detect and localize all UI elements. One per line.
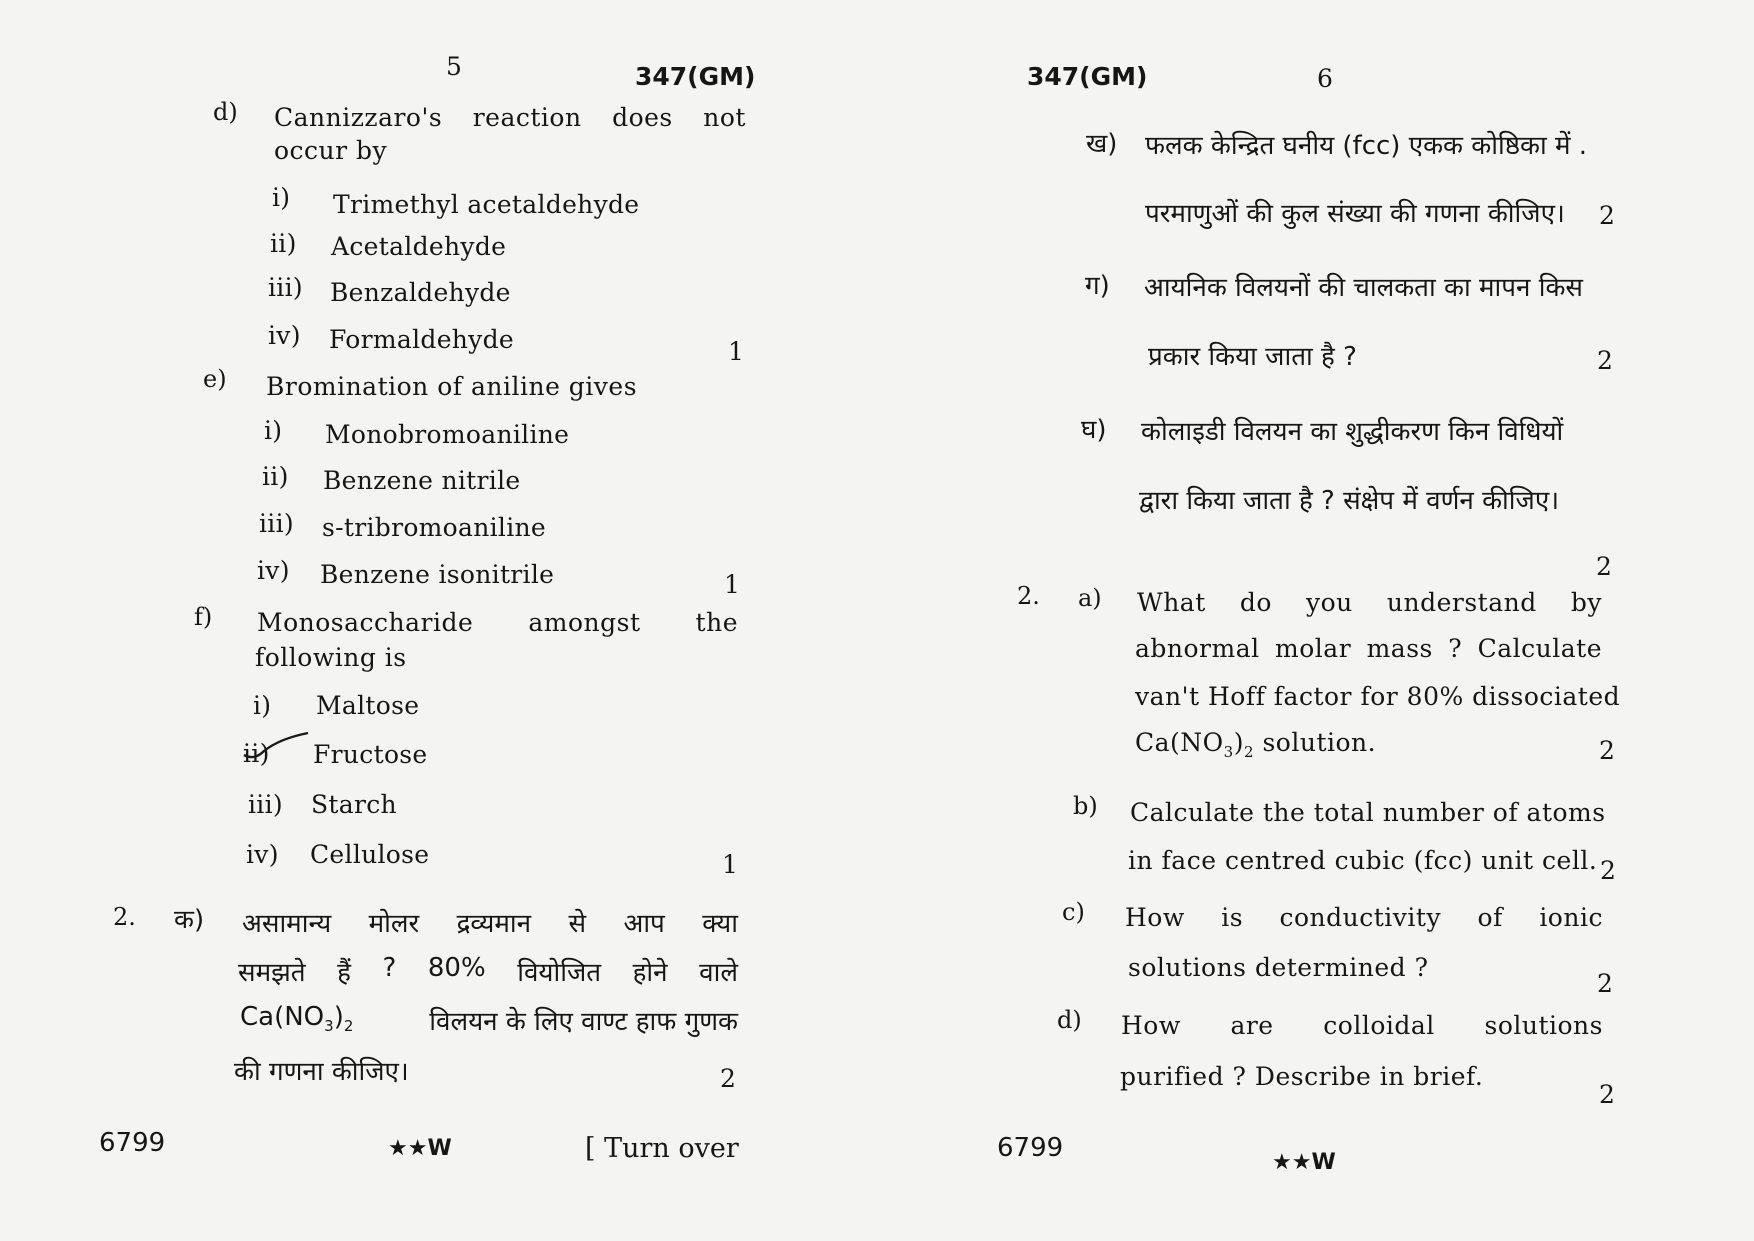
question-text-line1	[242, 904, 738, 940]
question-text-line1: Calculate the total number of atoms	[1130, 798, 1606, 827]
option-text: Starch	[311, 790, 397, 819]
question-text-line1	[1137, 588, 1602, 617]
option-text: Trimethyl acetaldehyde	[333, 190, 640, 219]
word: are	[1230, 1011, 1274, 1040]
word: What	[1137, 588, 1206, 617]
question-label: c)	[1062, 898, 1085, 926]
word: Monosaccharide	[257, 608, 474, 637]
question-text-line3: van't Hoff factor for 80% dissociated	[1135, 682, 1621, 711]
page-number: 5	[446, 52, 462, 81]
question-label: घ)	[1081, 415, 1107, 445]
tick-mark-icon	[242, 731, 312, 761]
word: colloidal	[1323, 1011, 1435, 1040]
question-text-line2: purified ? Describe in brief.	[1120, 1062, 1484, 1091]
question-text-line1	[1125, 903, 1603, 932]
word: not	[703, 103, 746, 132]
question-text-line1: कोलाइडी विलयन का शुद्धीकरण किन विधियों	[1141, 417, 1564, 447]
word: Cannizzaro's	[274, 103, 443, 132]
option-text: Cellulose	[310, 840, 430, 869]
option-number: ii)	[270, 229, 297, 258]
marks: 2	[1596, 552, 1612, 581]
question-text-line1: आयनिक विलयनों की चालकता का मापन किस	[1144, 273, 1583, 303]
question-text-line4: की गणना कीजिए।	[234, 1057, 409, 1087]
page-number: 6	[1317, 64, 1333, 93]
word: क्या	[702, 909, 738, 939]
marks: 2	[1599, 1080, 1615, 1109]
marks: 1	[724, 570, 740, 599]
question-label: b)	[1073, 792, 1098, 820]
word: मोलर	[368, 909, 420, 939]
question-text-rest: solution.	[1254, 728, 1377, 757]
question-text-line3	[240, 1002, 738, 1038]
question-label: ख)	[1086, 129, 1118, 159]
word: is	[1221, 903, 1244, 932]
question-label: a)	[1078, 584, 1102, 612]
footer-code: 6799	[997, 1133, 1064, 1163]
option-text: Maltose	[316, 691, 420, 720]
marks: 2	[1599, 201, 1615, 230]
word: How	[1125, 903, 1185, 932]
question-text-line2: in face centred cubic (fcc) unit cell.	[1128, 846, 1598, 875]
question-text-rest: विलयन के लिए वाण्ट हाफ गुणक	[429, 1007, 738, 1037]
option-number: i)	[272, 183, 291, 212]
marks: 2	[1597, 346, 1613, 375]
marks: 2	[1599, 736, 1615, 765]
question-text-line1	[274, 103, 746, 132]
chemical-formula: $Ca(NO_3)_2$	[240, 1002, 354, 1036]
word: वियोजित	[517, 958, 602, 988]
word: असामान्य	[242, 909, 332, 939]
word: Calculate	[1477, 634, 1602, 663]
word: the	[695, 608, 738, 637]
option-text: Benzene isonitrile	[320, 560, 555, 589]
word: से	[568, 909, 587, 939]
question-text-line2: द्वारा किया जाता है ? संक्षेप में वर्णन कीजिए।	[1139, 486, 1560, 516]
paper-code: 347(GM)	[1027, 62, 1148, 91]
question-text-line1	[1121, 1011, 1603, 1040]
word: amongst	[528, 608, 641, 637]
option-number: iii)	[268, 273, 303, 302]
question-text-line2	[1135, 634, 1602, 663]
question-label: d)	[213, 98, 238, 126]
question-text-line2: occur by	[274, 136, 388, 165]
footer-mark: ★★W	[388, 1136, 452, 1161]
option-text: Acetaldehyde	[331, 232, 507, 261]
option-text: Fructose	[313, 740, 428, 769]
option-number: i)	[253, 691, 272, 720]
question-number: 2.	[1017, 582, 1040, 610]
word: solutions	[1484, 1011, 1603, 1040]
word: ?	[1448, 634, 1463, 663]
chemical-formula: $Ca(NO_3)_2$	[1135, 728, 1255, 761]
word: do	[1239, 588, 1272, 617]
word: होने	[632, 958, 668, 988]
word: understand	[1386, 588, 1537, 617]
question-label: ग)	[1085, 271, 1110, 301]
option-number: ii)	[262, 462, 289, 491]
word: by	[1570, 588, 1602, 617]
question-text: Bromination of aniline gives	[266, 372, 638, 401]
question-number: 2.	[113, 903, 136, 931]
word: वाले	[699, 958, 738, 988]
word: of	[1477, 903, 1503, 932]
paper-code: 347(GM)	[635, 62, 756, 91]
option-number: iii)	[248, 790, 283, 819]
word: conductivity	[1279, 903, 1442, 932]
option-number: iv)	[268, 321, 301, 350]
word: you	[1306, 588, 1353, 617]
word: समझते	[238, 958, 306, 988]
question-label: e)	[203, 365, 227, 393]
option-text: Monobromoaniline	[325, 420, 570, 449]
right-page	[877, 0, 1754, 1241]
option-number: ii)	[243, 739, 270, 768]
footer-mark: ★★W	[1272, 1150, 1336, 1175]
word: mass	[1366, 634, 1433, 663]
word: How	[1121, 1011, 1181, 1040]
marks: 2	[1600, 856, 1616, 885]
word: 80%	[427, 953, 486, 983]
question-text-line2: solutions determined ?	[1128, 953, 1429, 982]
option-text: Benzene nitrile	[323, 466, 521, 495]
word: ionic	[1539, 903, 1603, 932]
word: molar	[1275, 634, 1352, 663]
option-number: iv)	[246, 840, 279, 869]
question-text-line1: फलक केन्द्रित घनीय (fcc) एकक कोष्ठिका में .	[1145, 131, 1588, 161]
question-text-line2	[238, 953, 738, 989]
word: आप	[623, 909, 665, 939]
marks: 2	[720, 1064, 736, 1093]
question-label: d)	[1057, 1006, 1082, 1034]
option-number: iii)	[259, 509, 294, 538]
footer-code: 6799	[99, 1128, 166, 1158]
question-text-line2: प्रकार किया जाता है ?	[1148, 342, 1357, 372]
marks: 2	[1597, 969, 1613, 998]
word: ?	[382, 953, 397, 983]
marks: 1	[728, 337, 744, 366]
question-text-line2: परमाणुओं की कुल संख्या की गणना कीजिए।	[1145, 199, 1565, 229]
option-text: Formaldehyde	[329, 325, 515, 354]
option-number: i)	[264, 416, 283, 445]
word: द्रव्यमान	[456, 909, 532, 939]
marks: 1	[722, 850, 738, 879]
word: reaction	[472, 103, 582, 132]
word: हैं	[337, 958, 351, 988]
word: abnormal	[1135, 634, 1260, 663]
question-label: f)	[194, 603, 213, 631]
question-text-line1	[257, 608, 738, 637]
option-text: s-tribromoaniline	[322, 513, 547, 542]
option-number: iv)	[257, 556, 290, 585]
question-label: क)	[174, 905, 205, 935]
question-text-line2: following is	[255, 643, 407, 672]
turn-over-label: [ Turn over	[585, 1133, 739, 1164]
word: does	[612, 103, 673, 132]
question-text-line4	[1135, 728, 1376, 761]
option-text: Benzaldehyde	[330, 278, 511, 307]
